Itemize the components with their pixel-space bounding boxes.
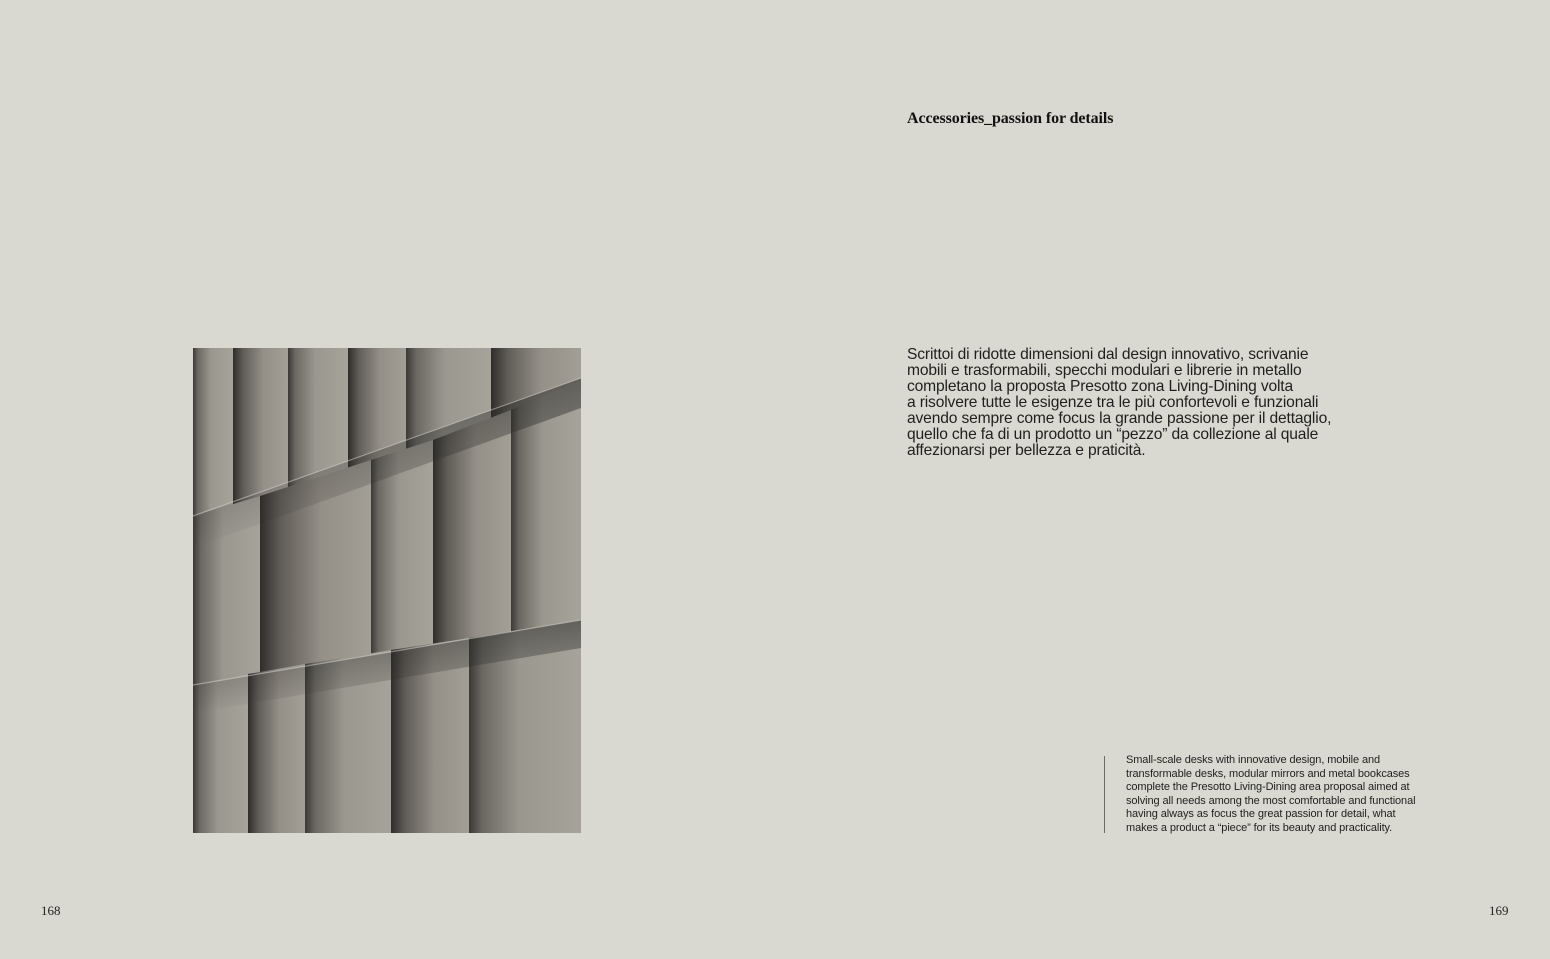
body-text-english: Small-scale desks with innovative design, mobile and transformable desks, modular mirrors and metal bookcases complete the Presotto Living-Dining area proposal aimed at solving all needs among the most comfortable and functional having always as focus the great passion for detail, what makes a product a “piece” for its beauty and practicality. xyxy=(1126,754,1416,834)
folded-panels-image xyxy=(193,348,581,833)
folded-panels-photo xyxy=(193,348,581,833)
section-heading: Accessories_passion for details xyxy=(907,110,1114,127)
body-text-italian: Scrittoi di ridotte dimensioni dal design innovativo, scrivanie mobili e trasformabili, specchi modulari e librerie in metallo completano la proposta Presotto zona Living-Dining volta a risolvere tutte le esigenze tra le più confortevoli e funzionali avendo sempre come focus la grande passione per il dettaglio, quello che fa di un prodotto un “pezzo” da collezione al quale affezionarsi per bellezza e praticità. xyxy=(907,346,1332,459)
page-number-right: 169 xyxy=(1489,903,1509,918)
vertical-rule xyxy=(1104,756,1105,833)
page-number-left: 168 xyxy=(41,903,61,918)
